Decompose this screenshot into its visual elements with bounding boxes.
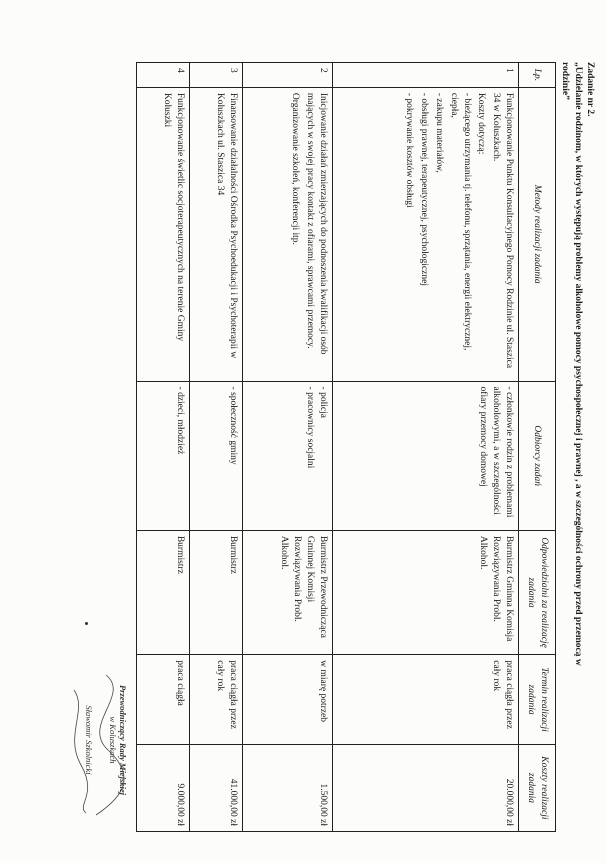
method-line: Organizowanie szkoleń, konferencji itp. xyxy=(289,92,300,245)
table-row xyxy=(190,63,243,832)
header-responsible: Odpowiedzialni za realizację zadania xyxy=(519,530,556,654)
table-row xyxy=(243,63,332,832)
cell-deadline: praca ciągła przez cały rok xyxy=(332,655,518,745)
cell-recipients: - dzieci, młodzież xyxy=(137,381,190,530)
cell-lp: 1 xyxy=(332,63,518,88)
header-recipients: Odbiorcy zadań xyxy=(519,381,556,530)
cell-responsible: Burmistrz xyxy=(190,530,243,654)
tasks-table xyxy=(136,62,556,832)
signature-block xyxy=(56,655,136,825)
cell-lp: 2 xyxy=(243,63,332,88)
header-deadline: Termin realizacji zadania xyxy=(519,655,556,745)
signature-scribble-icon xyxy=(56,655,136,825)
header-methods: Metody realizacji zadania xyxy=(519,87,556,381)
method-line: Koszty dotyczą: xyxy=(476,92,487,155)
cell-recipients: - społeczność gminy xyxy=(190,381,243,530)
cell-methods xyxy=(190,87,243,381)
cell-recipients: - członkowie rodzin z problemami alkoholowymi, a w szczególności ofiary przemocy domowej xyxy=(332,381,518,530)
task-title-continued: rodzinie” xyxy=(560,62,571,100)
task-title: „Udzielanie rodzinom, w których występują problemy alkoholowe pomocy psychospołecznej i prawnej , a w szczególności ochrony przed przemocą w xyxy=(572,62,583,666)
cell-lp: 3 xyxy=(190,63,243,88)
scan-speck xyxy=(85,622,88,625)
cell-costs: 41.000,00 zł xyxy=(190,744,243,831)
header-costs: Koszty realizacji zadania xyxy=(519,744,556,831)
method-line: - pokrywanie kosztów obsługi xyxy=(404,92,415,208)
task-heading xyxy=(559,62,596,822)
cell-costs: 9.000,00 zł xyxy=(137,744,190,831)
cell-methods xyxy=(243,87,332,381)
cell-responsible: Burmistrz Przewodnicząca Gminnej Komisji Rozwiązywania Probl. Alkohol. xyxy=(243,530,332,654)
cell-deadline: w miarę potrzeb xyxy=(243,655,332,745)
method-line: - bieżącego utrzymania tj. telefonu, sprzątania, energii elektrycznej, ciepła, xyxy=(448,92,472,351)
method-line: Funkcjonowanie świetlic socjoterapeutycznych na terenie Gminy Koluszki xyxy=(162,92,186,342)
cell-recipients: - policja - pracownicy socjalni xyxy=(243,381,332,530)
method-line: - obsługi prawnej, terapeutycznej, psychologicznej xyxy=(419,92,430,286)
method-line: Finansowanie działalności Ośrodka Psychoedukacji i Psychoterapii w Koluszkach ul. Staszica 34 xyxy=(215,92,239,359)
table-header-row xyxy=(519,63,556,832)
cell-responsible: Burmistrz xyxy=(137,530,190,654)
cell-responsible: Burmistrz Gminna Komisja Rozwiązywania Probl. Alkohol. xyxy=(332,530,518,654)
method-line: - zakupu materiałów, xyxy=(433,92,444,173)
method-line: Inicjowanie działań zmierzających do podnoszenia kwalifikacji osób mających w swojej pracy kontakt z ofiarami, sprawcami przemocy. xyxy=(304,92,328,355)
cell-deadline: praca ciągła przez cały rok xyxy=(190,655,243,745)
cell-methods xyxy=(332,87,518,381)
cell-deadline: praca ciągła xyxy=(137,655,190,745)
cell-costs: 1.500,00 zł xyxy=(243,744,332,831)
cell-methods xyxy=(137,87,190,381)
task-number: Zadanie nr 2. xyxy=(585,62,595,117)
header-lp: Lp. xyxy=(519,63,556,88)
method-line: Funkcjonowanie Punktu Konsultacyjnego Pomocy Rodzinie ul. Staszica 34 w Koluszkach. xyxy=(491,92,514,369)
cell-costs: 20.000,00 zł xyxy=(332,744,518,831)
signature-title: Przewodniczący Rady Miejskiej xyxy=(118,684,128,795)
signature-place: w Koluszkach xyxy=(108,716,118,764)
table-row xyxy=(137,63,190,832)
table-row xyxy=(332,63,518,832)
cell-lp: 4 xyxy=(137,63,190,88)
signature-name: Sławomir Szkolnicki xyxy=(84,705,94,775)
